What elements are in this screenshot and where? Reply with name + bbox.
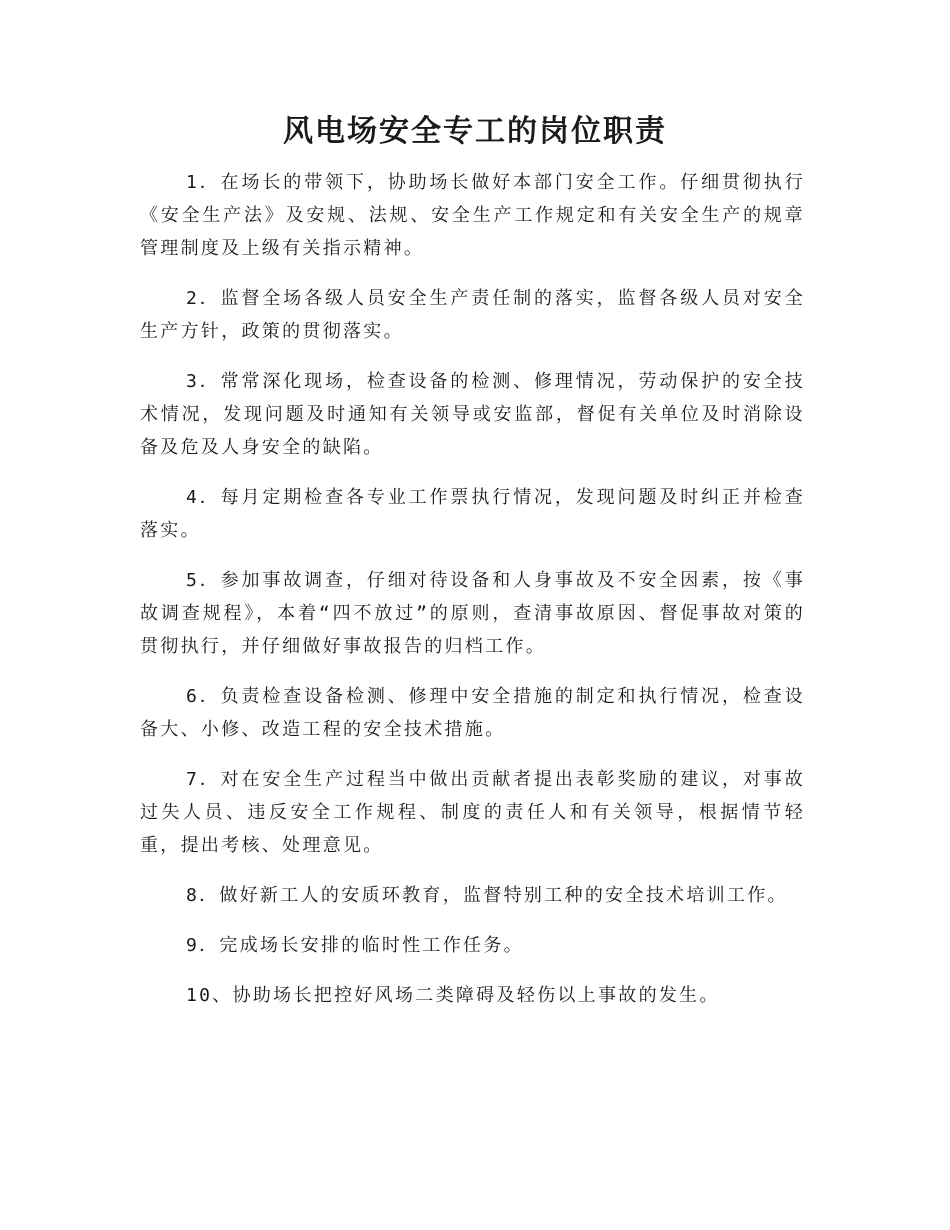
- duty-item-8: 8．做好新工人的安质环教育，监督特别工种的安全技术培训工作。: [186, 885, 788, 906]
- duty-item-3: 3．常常深化现场，检查设备的检测、修理情况，劳动保护的安全技术情况，发现问题及时通知有关领导或安监部，督促有关单位及时消除设备及危及人身安全的缺陷。: [140, 371, 805, 458]
- duty-item-4: 4．每月定期检查各专业工作票执行情况，发现问题及时纠正并检查落实。: [140, 487, 805, 541]
- document-body: [140, 166, 805, 1029]
- duty-item-10: 10、协助场长把控好风场二类障碍及轻伤以上事故的发生。: [186, 985, 720, 1006]
- duty-item-7: 7．对在安全生产过程当中做出贡献者提出表彰奖励的建议，对事故过失人员、违反安全工作规程、制度的责任人和有关领导，根据情节轻重，提出考核、处理意见。: [140, 769, 805, 856]
- duty-item-2: 2．监督全场各级人员安全生产责任制的落实，监督各级人员对安全生产方针，政策的贯彻落实。: [140, 288, 805, 342]
- duty-item-6: 6．负责检查设备检测、修理中安全措施的制定和执行情况，检查设备大、小修、改造工程的安全技术措施。: [140, 686, 805, 740]
- document-title: 风电场安全专工的岗位职责: [283, 114, 667, 149]
- duty-item-5: 5．参加事故调查，仔细对待设备和人身事故及不安全因素，按《事故调查规程》，本着“四不放过”的原则，查清事故原因、督促事故对策的贯彻执行，并仔细做好事故报告的归档工作。: [140, 570, 805, 657]
- duty-item-9: 9．完成场长安排的临时性工作任务。: [186, 935, 524, 956]
- duty-item-1: 1．在场长的带领下，协助场长做好本部门安全工作。仔细贯彻执行《安全生产法》及安规、法规、安全生产工作规定和有关安全生产的规章管理制度及上级有关指示精神。: [140, 172, 805, 259]
